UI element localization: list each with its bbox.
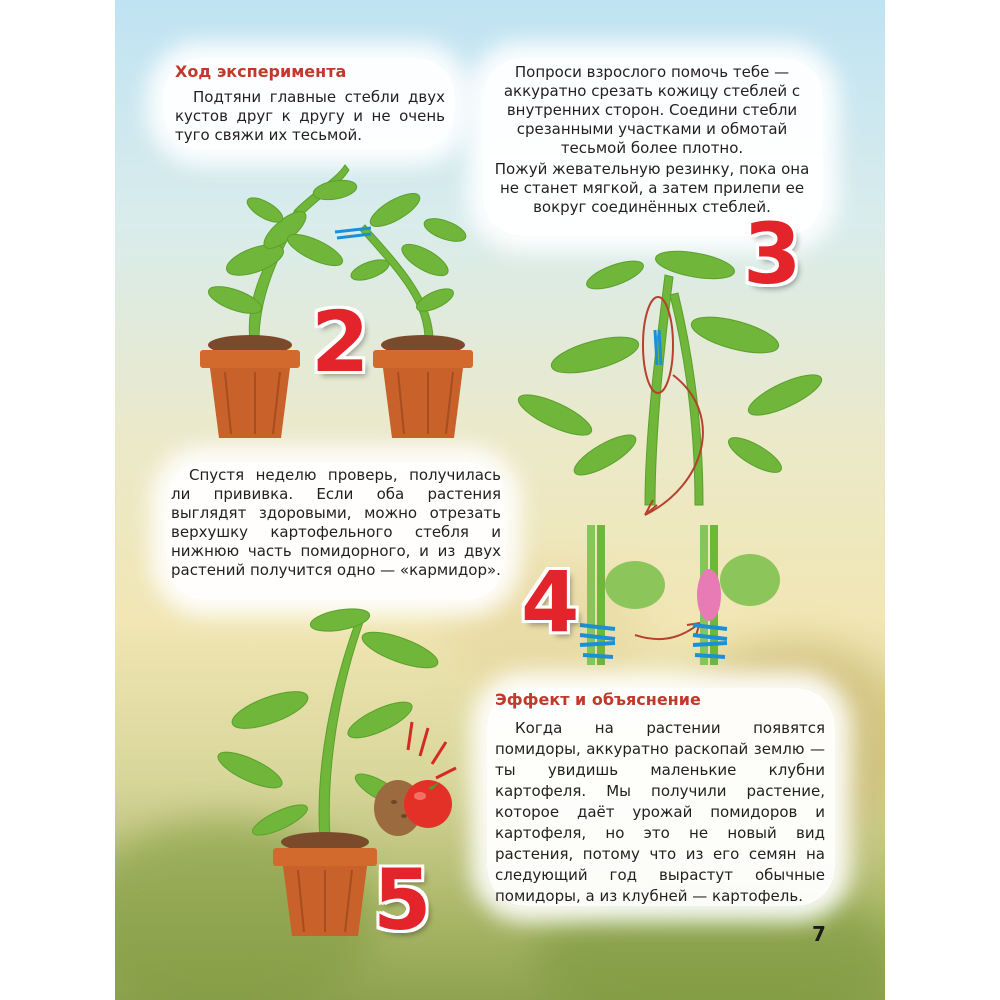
harvest-illustration xyxy=(370,720,480,840)
step-number-4: 4 xyxy=(521,553,580,651)
section-heading-progress: Ход эксперимента xyxy=(175,62,347,81)
step-number-5: 5 xyxy=(373,851,432,949)
tomato-icon xyxy=(404,780,452,828)
graft-stems-illustration xyxy=(575,525,805,675)
step-number-3: 3 xyxy=(743,205,802,303)
flower-pot-icon xyxy=(200,335,300,438)
graft-stem-icon xyxy=(580,525,665,665)
effect-text: Когда на растении появятся помидоры, аккуратно раскопай землю — ты увидишь маленькие клубни картофеля. Мы получили растение, которое даёт урожай помидоров и картофеля, но это не новый вид растения, потому что из его семян на следующий год вырастут обычные помидоры, а из клубней — картофель. xyxy=(495,719,825,905)
step-3-text xyxy=(487,63,817,217)
section-heading-effect: Эффект и объяснение xyxy=(495,690,701,709)
step-4-text: Спустя неделю проверь, получилась ли прививка. Если оба растения выглядят здоровыми, можно отрезать верхушку картофельного стебля и нижнюю часть помидорного, и из двух растений получится одно — «кармидор». xyxy=(171,466,501,579)
book-page xyxy=(115,0,885,1000)
flower-pot-icon xyxy=(273,832,377,936)
rays xyxy=(408,722,456,778)
graft-stem-icon xyxy=(693,525,780,665)
chewing-gum-icon xyxy=(697,569,721,621)
step-3-paragraph-1: Попроси взрослого помочь тебе — аккуратно срезать кожицу стеблей с внутренних сторон. Соедини стебли срезанными участками и обмотай тесьмой более плотно. xyxy=(503,63,801,157)
step-3-paragraph-2: Пожуй жевательную резинку, пока она не станет мягкой, а затем прилепи ее вокруг соединённых стеблей. xyxy=(494,160,810,216)
flower-pot-icon xyxy=(373,335,473,438)
step-number-2: 2 xyxy=(311,293,370,391)
step-1-text: Подтяни главные стебли двух кустов друг к другу и не очень туго свяжи их тесьмой. xyxy=(175,88,445,144)
page-number: 7 xyxy=(812,922,826,946)
